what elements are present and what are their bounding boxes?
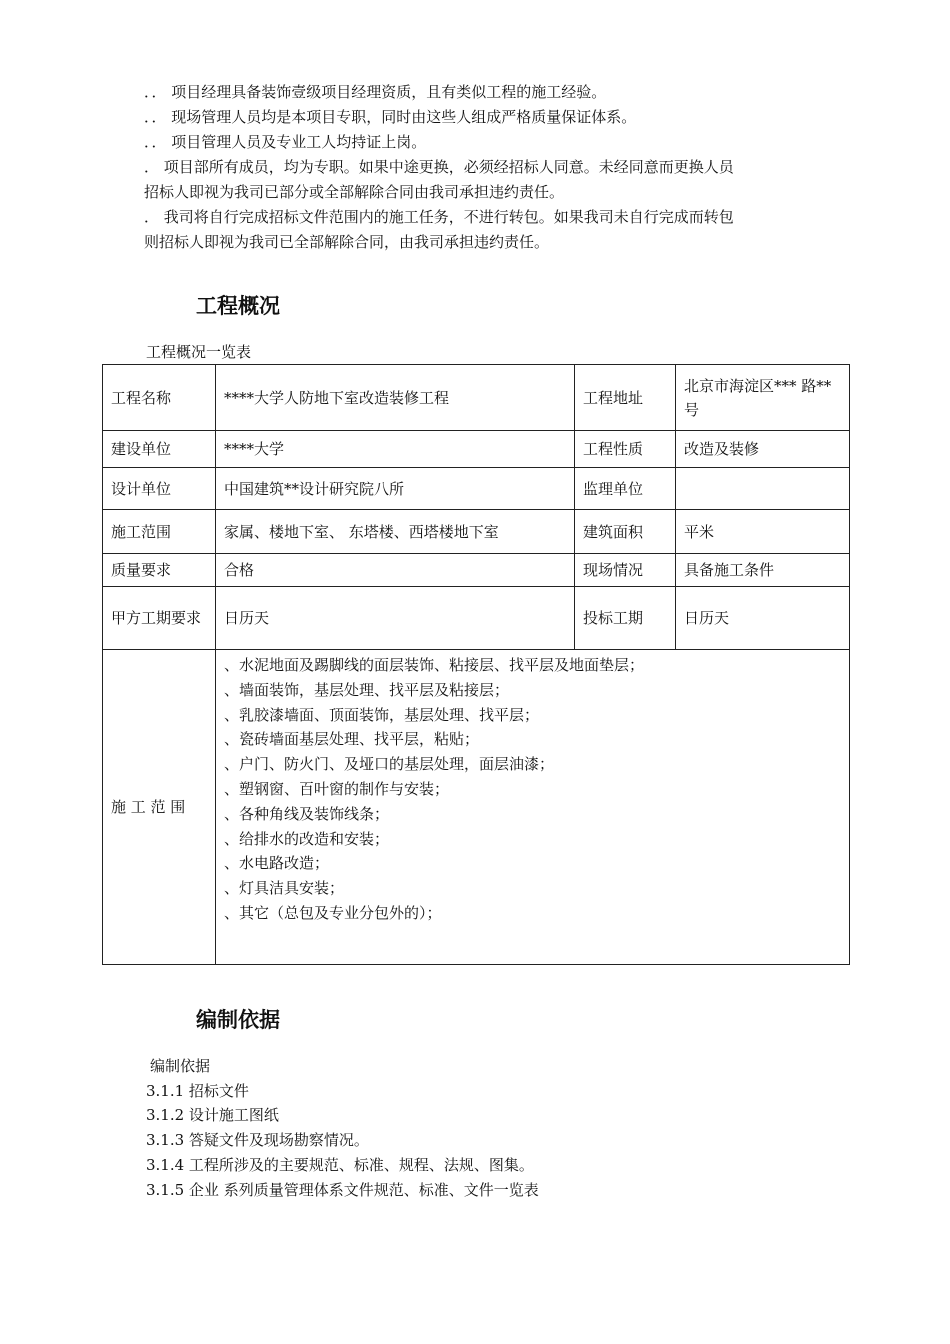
- table-caption: 工程概况一览表: [146, 343, 252, 361]
- table-row: [103, 365, 850, 431]
- row-label: 工程地址: [575, 365, 676, 431]
- list-item: 、乳胶漆墙面、顶面装饰，基层处理、找平层；: [224, 705, 540, 724]
- intro-paragraphs: [144, 80, 824, 255]
- scope-label: 施 工 范 围: [103, 650, 216, 965]
- list-item: 、灯具洁具安装；: [224, 879, 345, 898]
- row-label: 建筑面积: [575, 510, 676, 554]
- basis-subtitle: 编制依据: [150, 1057, 211, 1075]
- table-row: [103, 510, 850, 554]
- text-line: ．． 项目经理具备装饰壹级项目经理资质，且有类似工程的施工经验。: [144, 83, 607, 101]
- row-value: 中国建筑**设计研究院八所: [216, 468, 575, 510]
- row-label: 设计单位: [103, 468, 216, 510]
- row-label: 现场情况: [575, 554, 676, 587]
- list-item: 、各种角线及装饰线条；: [224, 804, 390, 823]
- row-value: 北京市海淀区*** 路**号: [676, 365, 850, 431]
- row-value: 平米: [676, 510, 850, 554]
- intro-paragraph: [144, 155, 824, 205]
- section-heading-basis: 编制依据: [196, 1008, 280, 1032]
- project-overview-table: [102, 364, 850, 965]
- list-item: 、塑钢窗、百叶窗的制作与安装；: [224, 779, 450, 798]
- list-item: 3.1.2 设计施工图纸: [146, 1106, 279, 1125]
- table-row: [103, 468, 850, 510]
- list-item: 3.1.1 招标文件: [146, 1081, 249, 1100]
- basis-list: [146, 1054, 539, 1202]
- list-item: 、户门、防火门、及垭口的基层处理，面层油漆；: [224, 755, 555, 774]
- intro-paragraph: [144, 80, 824, 105]
- list-item: 、其它（总包及专业分包外的）；: [224, 903, 442, 922]
- row-label: 工程名称: [103, 365, 216, 431]
- row-label: 质量要求: [103, 554, 216, 587]
- list-item: 、墙面装饰，基层处理、找平层及粘接层；: [224, 680, 510, 699]
- row-value: 具备施工条件: [676, 554, 850, 587]
- row-label: 监理单位: [575, 468, 676, 510]
- row-value: 日历天: [216, 587, 575, 650]
- intro-paragraph: [144, 105, 824, 130]
- table-row: [103, 587, 850, 650]
- table-row: [103, 431, 850, 468]
- text-line: ． 我司将自行完成招标文件范围内的施工任务，不进行转包。如果我司未自行完成而转包: [144, 208, 734, 226]
- list-item: 3.1.3 答疑文件及现场勘察情况。: [146, 1131, 369, 1150]
- row-value: 合格: [216, 554, 575, 587]
- list-item: 、水泥地面及踢脚线的面层装饰、粘接层、找平层及地面垫层；: [224, 656, 645, 674]
- row-value: ****大学: [216, 431, 575, 468]
- list-item: 、水电路改造；: [224, 854, 330, 873]
- list-item: 、瓷砖墙面基层处理、找平层，粘贴；: [224, 730, 480, 749]
- scope-list: [216, 650, 850, 965]
- text-line: ． 项目部所有成员，均为专职。如果中途更换，必须经招标人同意。未经同意而更换人员: [144, 158, 734, 176]
- list-item: 3.1.5 企业 系列质量管理体系文件规范、标准、文件一览表: [146, 1180, 539, 1199]
- list-item: 3.1.4 工程所涉及的主要规范、标准、规程、法规、图集。: [146, 1155, 534, 1174]
- text-line: 则招标人即视为我司已全部解除合同，由我司承担违约责任。: [144, 233, 550, 251]
- row-label: 工程性质: [575, 431, 676, 468]
- text-line: 招标人即视为我司已部分或全部解除合同由我司承担违约责任。: [144, 183, 565, 201]
- row-label: 施工范围: [103, 510, 216, 554]
- row-label: 投标工期: [575, 587, 676, 650]
- row-value: ****大学人防地下室改造装修工程: [216, 365, 575, 431]
- row-value: 家属、楼地下室、 东塔楼、西塔楼地下室: [216, 510, 575, 554]
- list-item: 、给排水的改造和安装；: [224, 829, 390, 848]
- row-label: 甲方工期要求: [103, 587, 216, 650]
- text-line: ．． 项目管理人员及专业工人均持证上岗。: [144, 133, 427, 151]
- intro-paragraph: [144, 130, 824, 155]
- section-heading-overview: 工程概况: [196, 294, 280, 318]
- intro-paragraph: [144, 205, 824, 255]
- table-row-scope: [103, 650, 850, 965]
- row-value: [676, 468, 850, 510]
- row-label: 建设单位: [103, 431, 216, 468]
- table-row: [103, 554, 850, 587]
- row-value: 日历天: [676, 587, 850, 650]
- row-value: 改造及装修: [676, 431, 850, 468]
- text-line: ．． 现场管理人员均是本项目专职，同时由这些人组成严格质量保证体系。: [144, 108, 637, 126]
